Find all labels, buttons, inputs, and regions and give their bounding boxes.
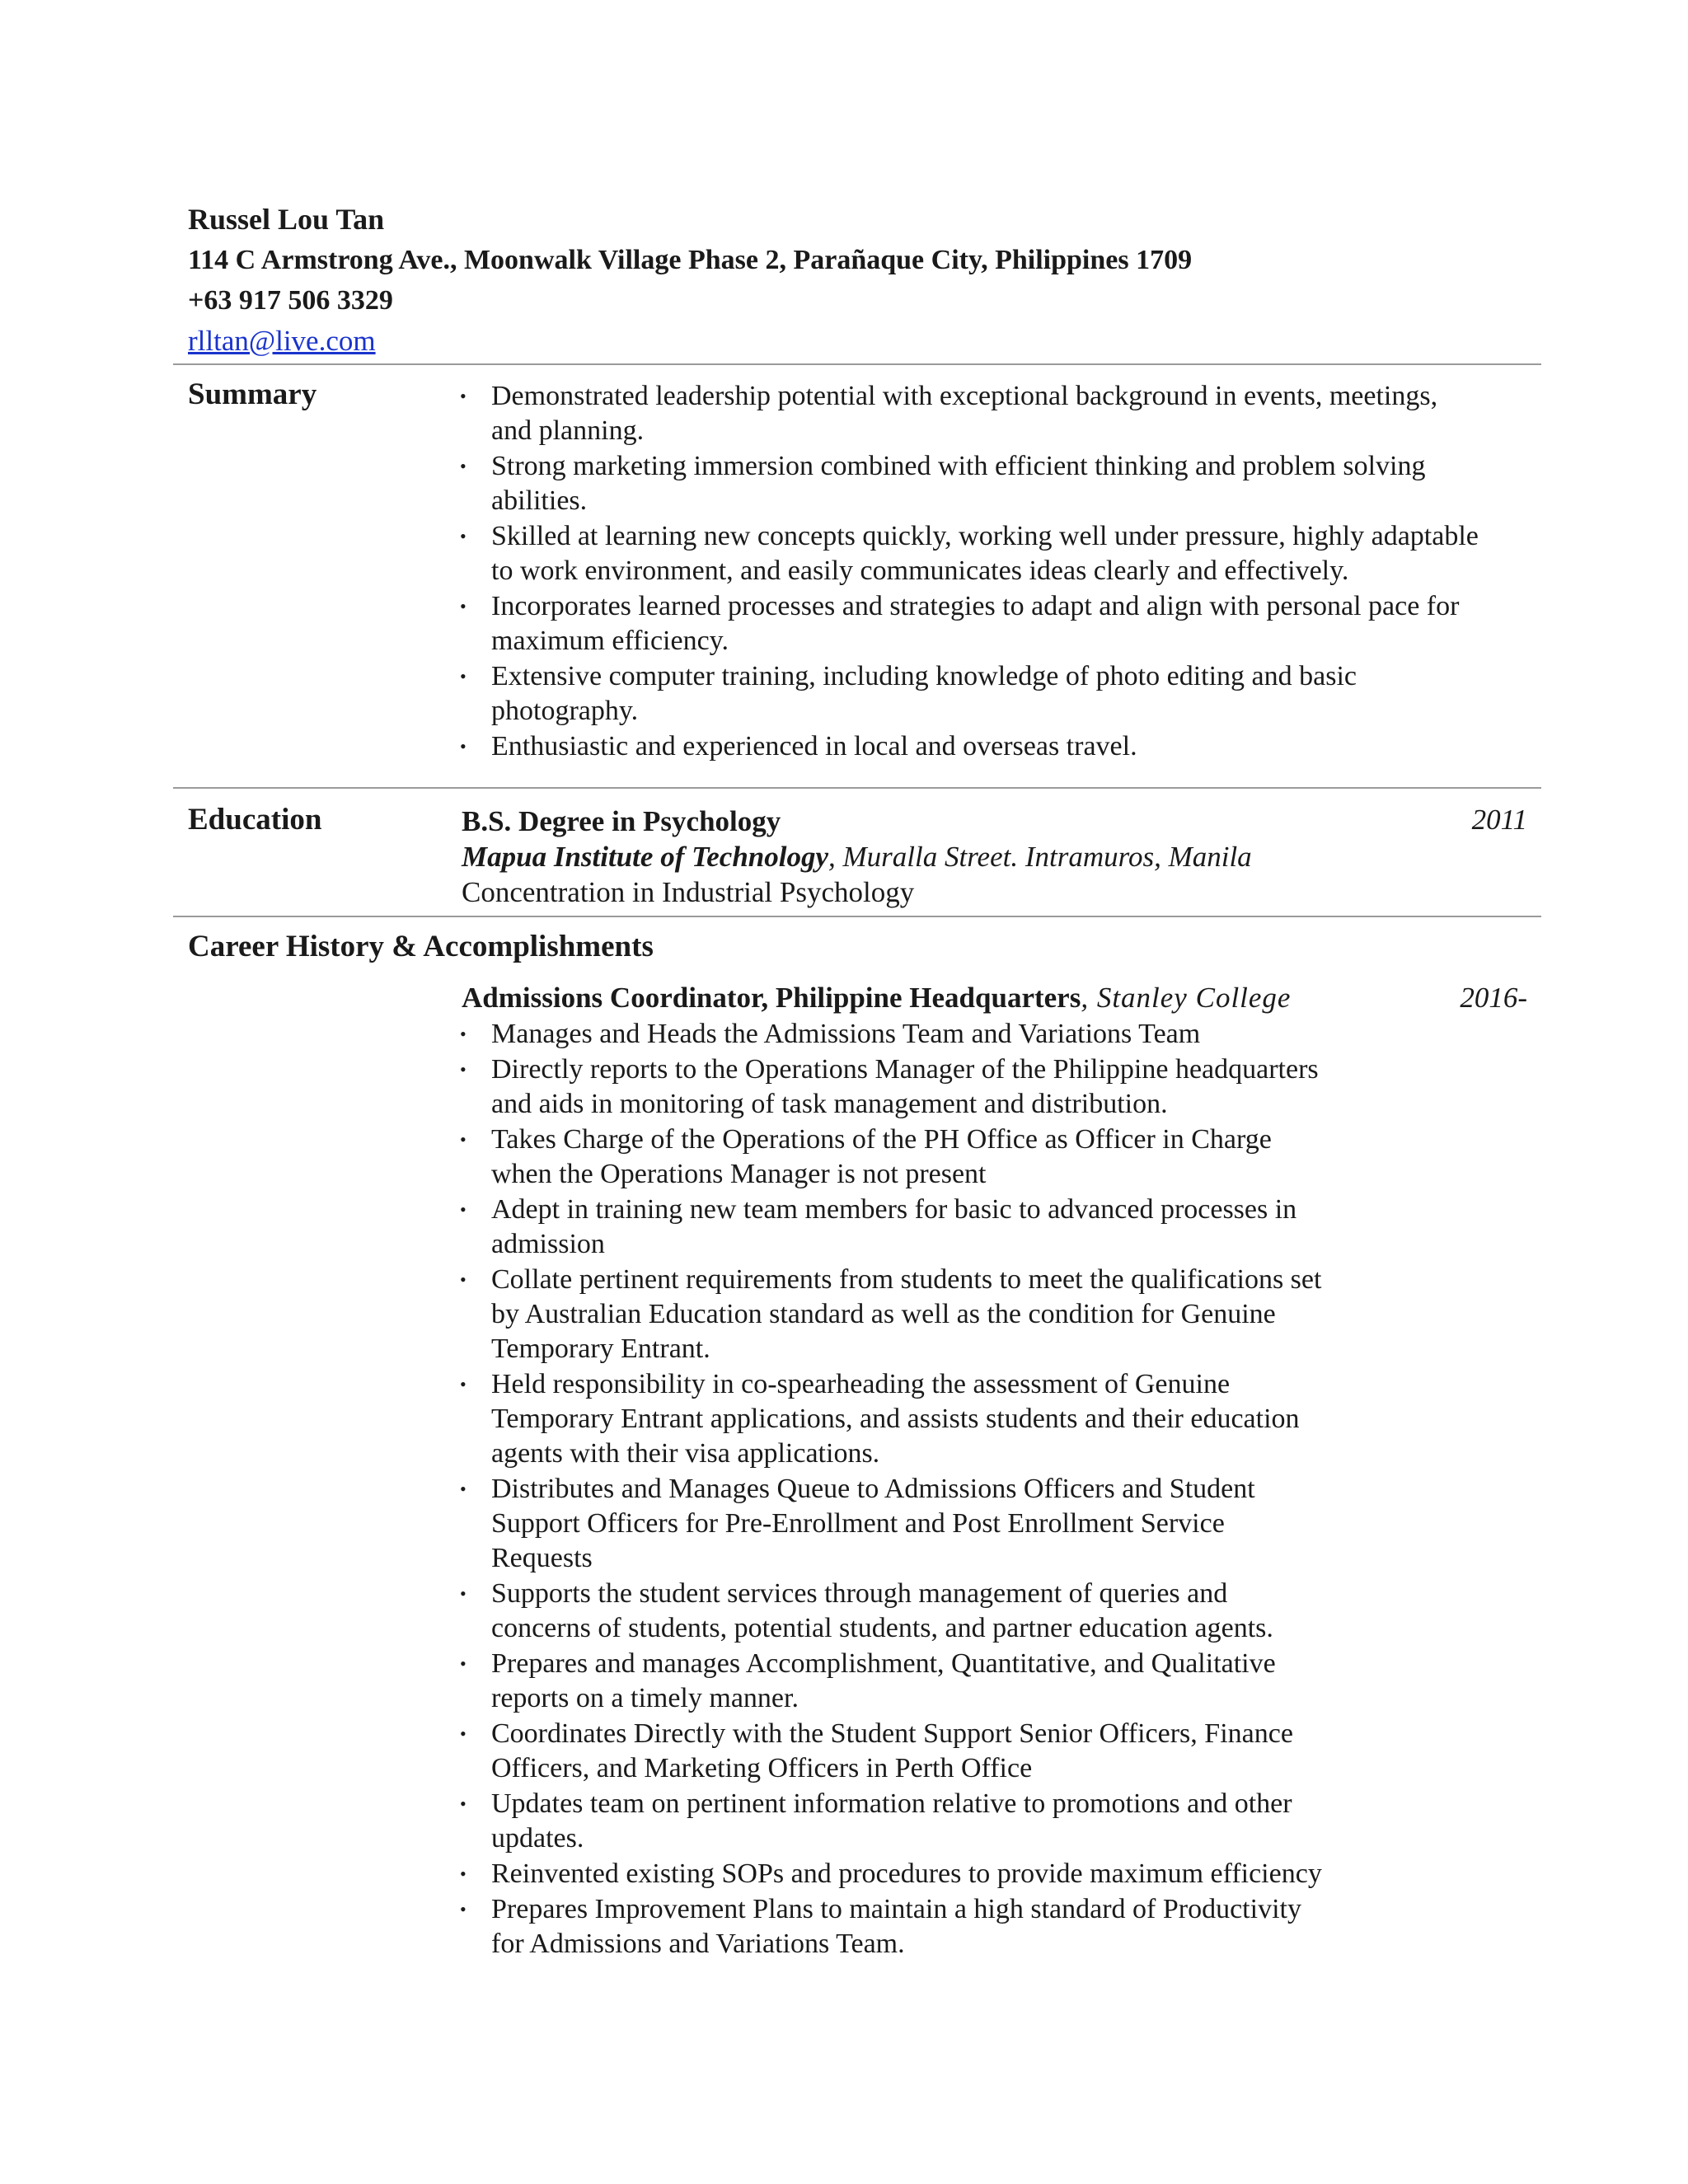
summary-bullet: • Enthusiastic and experienced in local and overseas travel. [491,729,1546,764]
job-year: 2016- [1460,982,1527,1014]
job-title: Admissions Coordinator, Philippine Headquarters [462,982,1081,1014]
career-bullet: • Updates team on pertinent information relative to promotions and other updates. [491,1787,1398,1856]
phone-number: +63 917 506 3329 [188,285,393,316]
career-bullet: • Takes Charge of the Operations of the PH Office as Officer in Charge when the Operations Manager is not present [491,1122,1398,1192]
address: 114 C Armstrong Ave., Moonwalk Village Phase 2, Parañaque City, Philippines 1709 [188,245,1193,275]
career-bullet: • Directly reports to the Operations Manager of the Philippine headquarters and aids in monitoring of task management and distribution. [491,1052,1398,1122]
divider-summary [173,787,1541,789]
summary-list [491,379,1546,765]
degree: B.S. Degree in Psychology [462,805,781,837]
school-name: Mapua Institute of Technology [462,841,829,873]
divider-education [173,916,1541,917]
summary-bullet: • Skilled at learning new concepts quickly, working well under pressure, highly adaptable to work environment, and easily communicates ideas clearly and effectively. [491,519,1546,588]
education-entry [462,804,1525,910]
career-bullet-list [491,1017,1398,1962]
summary-bullet: • Incorporates learned processes and strategies to adapt and align with personal pace for maximum efficiency. [491,589,1546,658]
career-bullet: • Reinvented existing SOPs and procedures to provide maximum efficiency [491,1857,1398,1891]
career-bullet: • Collate pertinent requirements from students to meet the qualifications set by Australian Education standard as well as the condition for Genuine Temporary Entrant. [491,1263,1398,1366]
career-bullet: • Prepares Improvement Plans to maintain a high standard of Productivity for Admissions and Variations Team. [491,1892,1398,1961]
concentration: Concentration in Industrial Psychology [462,876,915,908]
education-heading: Education [188,803,322,837]
applicant-name: Russel Lou Tan [188,203,385,236]
career-heading: Career History & Accomplishments [188,930,654,963]
career-bullet: • Adept in training new team members for basic to advanced processes in admission [491,1193,1398,1262]
career-bullet: • Distributes and Manages Queue to Admissions Officers and Student Support Officers for Pre-Enrollment and Post Enrollment Service Requests [491,1472,1398,1576]
summary-heading: Summary [188,377,317,411]
career-bullet: • Supports the student services through management of queries and concerns of students, potential students, and partner education agents. [491,1577,1398,1646]
school-location: , Muralla Street. Intramuros, Manila [828,841,1252,873]
job-title-line [462,982,1291,1015]
divider-header [173,363,1541,365]
career-bullet: • Manages and Heads the Admissions Team and Variations Team [491,1017,1398,1052]
career-bullet: • Prepares and manages Accomplishment, Quantitative, and Qualitative reports on a timely manner. [491,1647,1398,1716]
job-employer: , Stanley College [1081,982,1292,1014]
summary-bullet: • Demonstrated leadership potential with exceptional background in events, meetings, and planning. [491,379,1546,448]
contact-header [188,199,1548,362]
career-bullet: • Coordinates Directly with the Student Support Senior Officers, Finance Officers, and Marketing Officers in Perth Office [491,1717,1398,1786]
email-link[interactable]: rlltan@live.com [188,325,376,357]
education-year: 2011 [1471,804,1527,836]
summary-bullet: • Extensive computer training, including knowledge of photo editing and basic photography. [491,659,1546,729]
career-bullet: • Held responsibility in co-spearheading the assessment of Genuine Temporary Entrant applications, and assists students and their education agents with their visa applications. [491,1367,1398,1471]
summary-bullet: • Strong marketing immersion combined with efficient thinking and problem solving abilities. [491,449,1546,518]
